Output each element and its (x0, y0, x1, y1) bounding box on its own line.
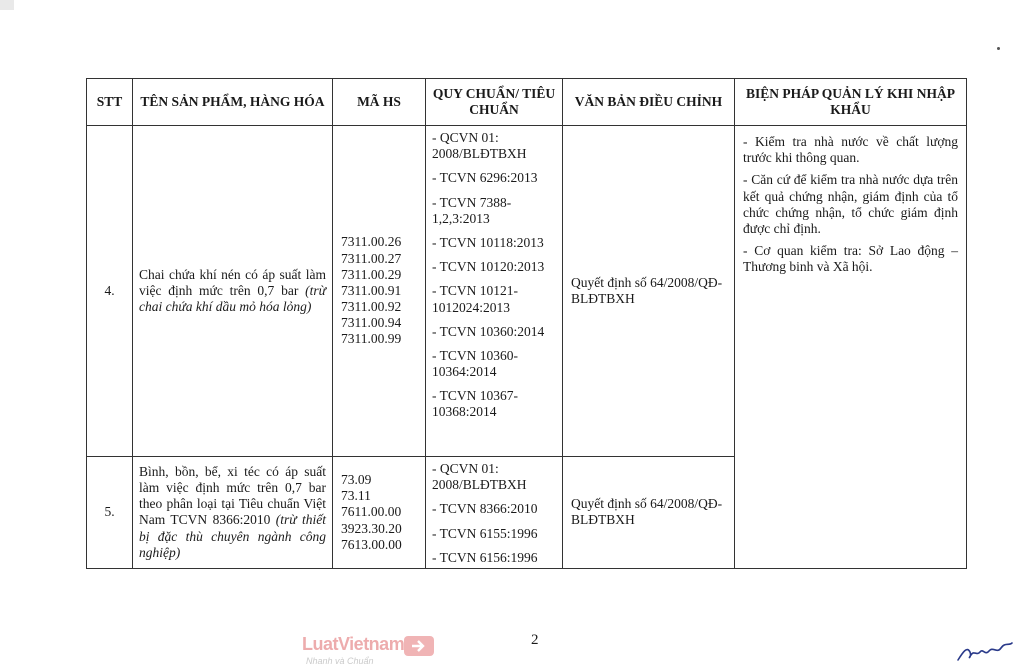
standard-item: - TCVN 10121-1012024:2013 (432, 283, 518, 315)
hs-code: 73.09 (341, 472, 372, 487)
hs-code-cell (333, 126, 426, 457)
signature-mark (955, 638, 1015, 666)
hs-code: 7311.00.27 (341, 250, 402, 266)
product-name: Chai chứa khí nén có áp suất làm việc định mức trên 0,7 bar (139, 266, 326, 298)
header-governing-document: VĂN BẢN ĐIỀU CHỈNH (563, 79, 735, 126)
table-header-row (87, 79, 967, 126)
standard-item: - TCVN 10360:2014 (432, 323, 545, 339)
hs-code: 7311.00.29 (341, 266, 402, 282)
import-management-table (86, 78, 967, 569)
standard-item: - TCVN 6155:1996 (432, 525, 538, 541)
measure-item: - Căn cứ để kiểm tra nhà nước dựa trên kết quả chứng nhận, giám định của tổ chức chứng nhận, tổ chức giám định được chỉ định. (743, 172, 958, 236)
product-name: Bình, bồn, bể, xi téc có áp suất làm việc định mức trên 0,7 bar theo phân loại tại Tiêu chuẩn Việt Nam TCVN 8366:2010 (139, 463, 326, 528)
row-number: 5. (87, 457, 133, 569)
hs-code: 7311.00.94 (341, 315, 402, 331)
watermark-logo (302, 634, 452, 668)
arrow-icon (404, 636, 434, 656)
standard-item: - QCVN 01: 2008/BLĐTBXH (432, 461, 527, 493)
standard-item: - TCVN 10120:2013 (432, 259, 545, 275)
header-import-measures: BIỆN PHÁP QUẢN LÝ KHI NHẬP KHẨU (735, 79, 967, 126)
watermark-tagline: Nhanh và Chuẩn (306, 656, 374, 666)
standard-item: - QCVN 01: 2008/BLĐTBXH (432, 130, 527, 162)
product-name-cell (133, 126, 333, 457)
product-exclusion-note: (trừ chai chứa khí dầu mỏ hóa lỏng) (139, 282, 326, 315)
hs-code: 3923.30.20 (341, 520, 402, 536)
hs-code: 7311.00.26 (341, 234, 402, 250)
header-stt: STT (87, 79, 133, 126)
governing-document-cell: Quyết định số 64/2008/QĐ-BLĐTBXH (563, 457, 735, 569)
measure-item: - Kiểm tra nhà nước về chất lượng trước khi thông quan. (743, 134, 958, 166)
hs-code: 73.11 (341, 488, 371, 504)
table-row (87, 126, 967, 457)
standard-item: - TCVN 6296:2013 (432, 170, 538, 186)
standard-item: - TCVN 10360-10364:2014 (432, 347, 518, 380)
watermark-brand: LuatVietnam (302, 634, 405, 654)
product-exclusion-note: (trừ thiết bị đặc thù chuyên ngành công nghiệp) (139, 512, 327, 560)
hs-code: 7613.00.00 (341, 536, 402, 552)
standard-cell (426, 126, 563, 457)
page-number: 2 (531, 632, 539, 648)
measure-item: - Cơ quan kiểm tra: Sở Lao động – Thương binh và Xã hội. (743, 243, 958, 275)
hs-code: 7311.00.91 (341, 282, 402, 298)
standard-item: - TCVN 7388-1,2,3:2013 (432, 194, 512, 226)
row-number: 4. (87, 126, 133, 457)
import-measures-cell (735, 126, 967, 569)
header-product-name: TÊN SẢN PHẨM, HÀNG HÓA (133, 79, 333, 126)
product-name-cell (133, 457, 333, 569)
header-hs-code: MÃ HS (333, 79, 426, 126)
standard-cell (426, 457, 563, 569)
scan-artifact (0, 0, 14, 10)
standard-item: - TCVN 10118:2013 (432, 234, 544, 250)
standard-item: - TCVN 10367-10368:2014 (432, 388, 518, 420)
standard-item: - TCVN 8366:2010 (432, 501, 538, 517)
header-standard: QUY CHUẨN/ TIÊU CHUẨN (426, 79, 563, 126)
hs-code-cell (333, 457, 426, 569)
hs-code: 7611.00.00 (341, 504, 402, 520)
hs-code: 7311.00.92 (341, 299, 402, 315)
scan-speck (997, 47, 1000, 50)
standard-item: - TCVN 6156:1996 (432, 549, 538, 565)
hs-code: 7311.00.99 (341, 331, 402, 347)
governing-document-cell: Quyết định số 64/2008/QĐ-BLĐTBXH (563, 126, 735, 457)
